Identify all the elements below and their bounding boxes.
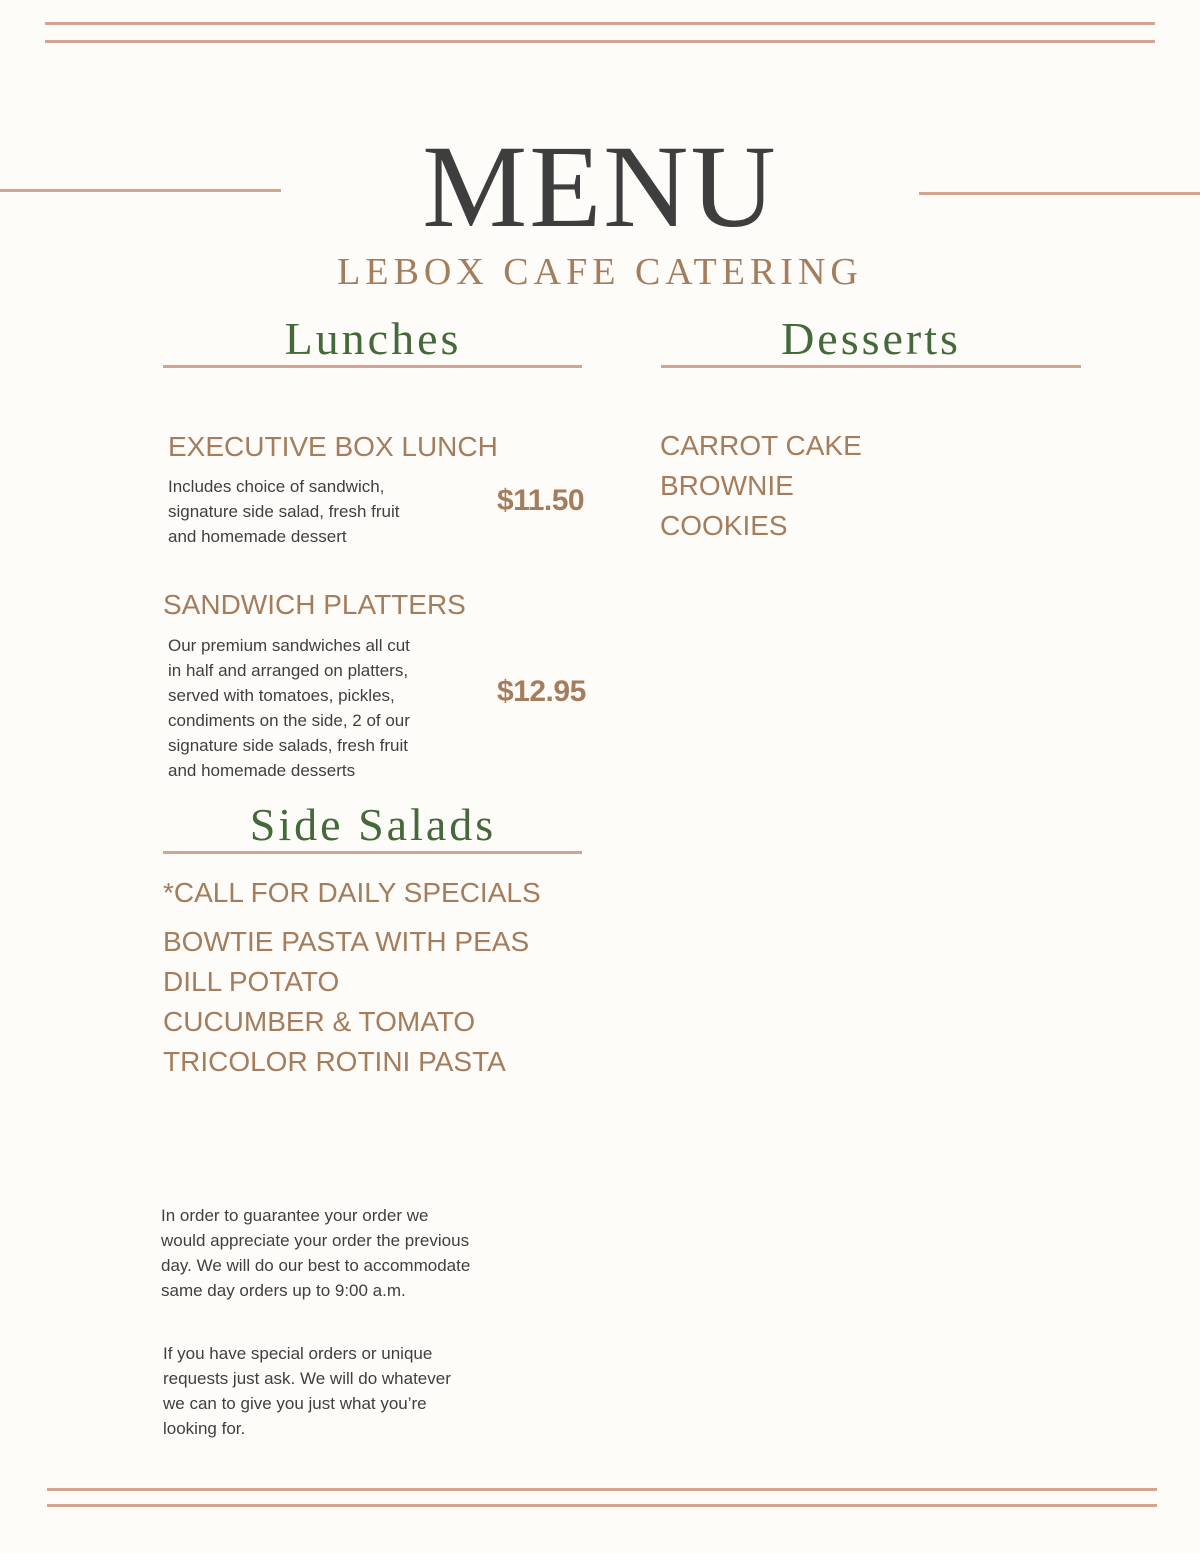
sandwich-platters-name: SANDWICH PLATTERS xyxy=(163,589,466,620)
dessert-item: COOKIES xyxy=(660,510,788,541)
dessert-item: CARROT CAKE xyxy=(660,430,862,461)
executive-box-lunch-price: $11.50 xyxy=(497,484,585,517)
sandwich-platters-price: $12.95 xyxy=(497,675,586,708)
desserts-heading-rule xyxy=(661,365,1081,368)
bottom-rule-2 xyxy=(47,1504,1157,1507)
side-salads-list xyxy=(163,922,529,1082)
special-requests-note: If you have special orders or unique requests just ask. We will do whatever we can to give you just what you’re looking for. xyxy=(163,1344,451,1438)
lunches-heading-rule xyxy=(163,365,582,368)
top-rule-2 xyxy=(45,40,1155,43)
executive-box-lunch-name: EXECUTIVE BOX LUNCH xyxy=(168,431,498,462)
side-salad-item: CUCUMBER & TOMATO xyxy=(163,1006,476,1037)
daily-specials-note: *CALL FOR DAILY SPECIALS xyxy=(163,877,541,908)
cafe-subtitle: LEBOX CAFE CATERING xyxy=(337,251,863,293)
order-policy-note: In order to guarantee your order we would appreciate your order the previous day. We will do our best to accommodate same day orders up to 9:00 a.m. xyxy=(161,1206,471,1300)
lunches-heading: Lunches xyxy=(284,313,462,364)
desserts-heading: Desserts xyxy=(781,313,961,364)
menu-title: MENU xyxy=(422,121,778,252)
side-salad-item: BOWTIE PASTA WITH PEAS xyxy=(163,926,530,957)
top-rule-1 xyxy=(45,22,1155,25)
executive-box-lunch-description: Includes choice of sandwich, signature side salad, fresh fruit and homemade dessert xyxy=(168,477,400,546)
bottom-rule-1 xyxy=(47,1488,1157,1491)
dessert-item: BROWNIE xyxy=(660,470,794,501)
side-salad-item: TRICOLOR ROTINI PASTA xyxy=(163,1046,506,1077)
sandwich-platters-description: Our premium sandwiches all cut in half and arranged on platters, served with tomatoes, pickles, condiments on the side, 2 of our signature side salads, fresh fruit and homemade desserts xyxy=(168,636,410,780)
side-salads-heading: Side Salads xyxy=(249,799,497,850)
side-salad-item: DILL POTATO xyxy=(163,966,340,997)
desserts-list xyxy=(660,426,862,546)
side-salads-heading-rule xyxy=(163,851,582,854)
